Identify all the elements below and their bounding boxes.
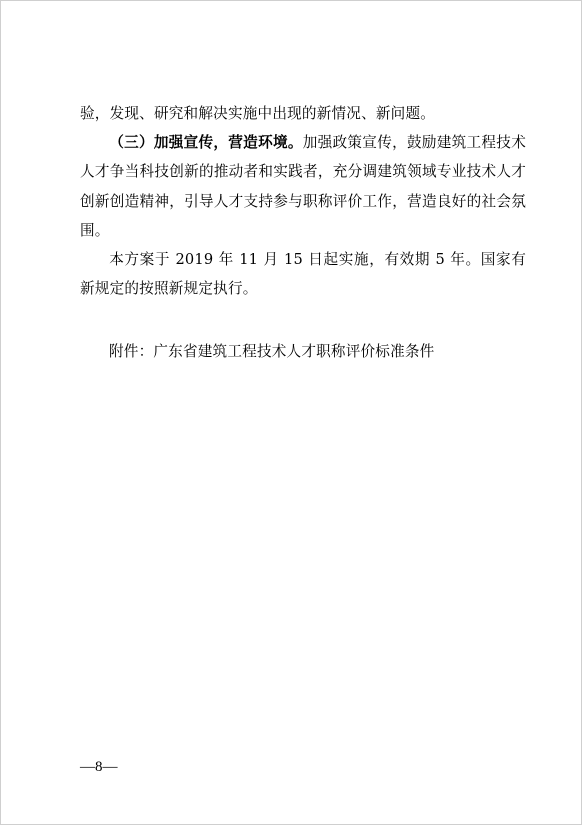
paragraph-publicity bbox=[80, 128, 526, 245]
paragraph-continuation: 验，发现、研究和解决实施中出现的新情况、新问题。 bbox=[80, 105, 436, 122]
paragraph-effective-date: 本方案于 2019 年 11 月 15 日起实施，有效期 5 年。国家有新规定的按照新规定执行。 bbox=[80, 251, 526, 298]
document-body bbox=[80, 99, 526, 303]
paragraph-publicity-body: 加强政策宣传，鼓励建筑工程技术人才争当科技创新的推动者和实践者，充分调建筑领域专业技术人才创新创造精神，引导人才支持参与职称评价工作，营造良好的社会氛围。 bbox=[80, 134, 526, 239]
page-number: —8— bbox=[80, 759, 118, 775]
section-heading-publicity: （三）加强宣传，营造环境。 bbox=[109, 134, 303, 152]
attachment-line: 附件：广东省建筑工程技术人才职称评价标准条件 bbox=[109, 343, 435, 360]
